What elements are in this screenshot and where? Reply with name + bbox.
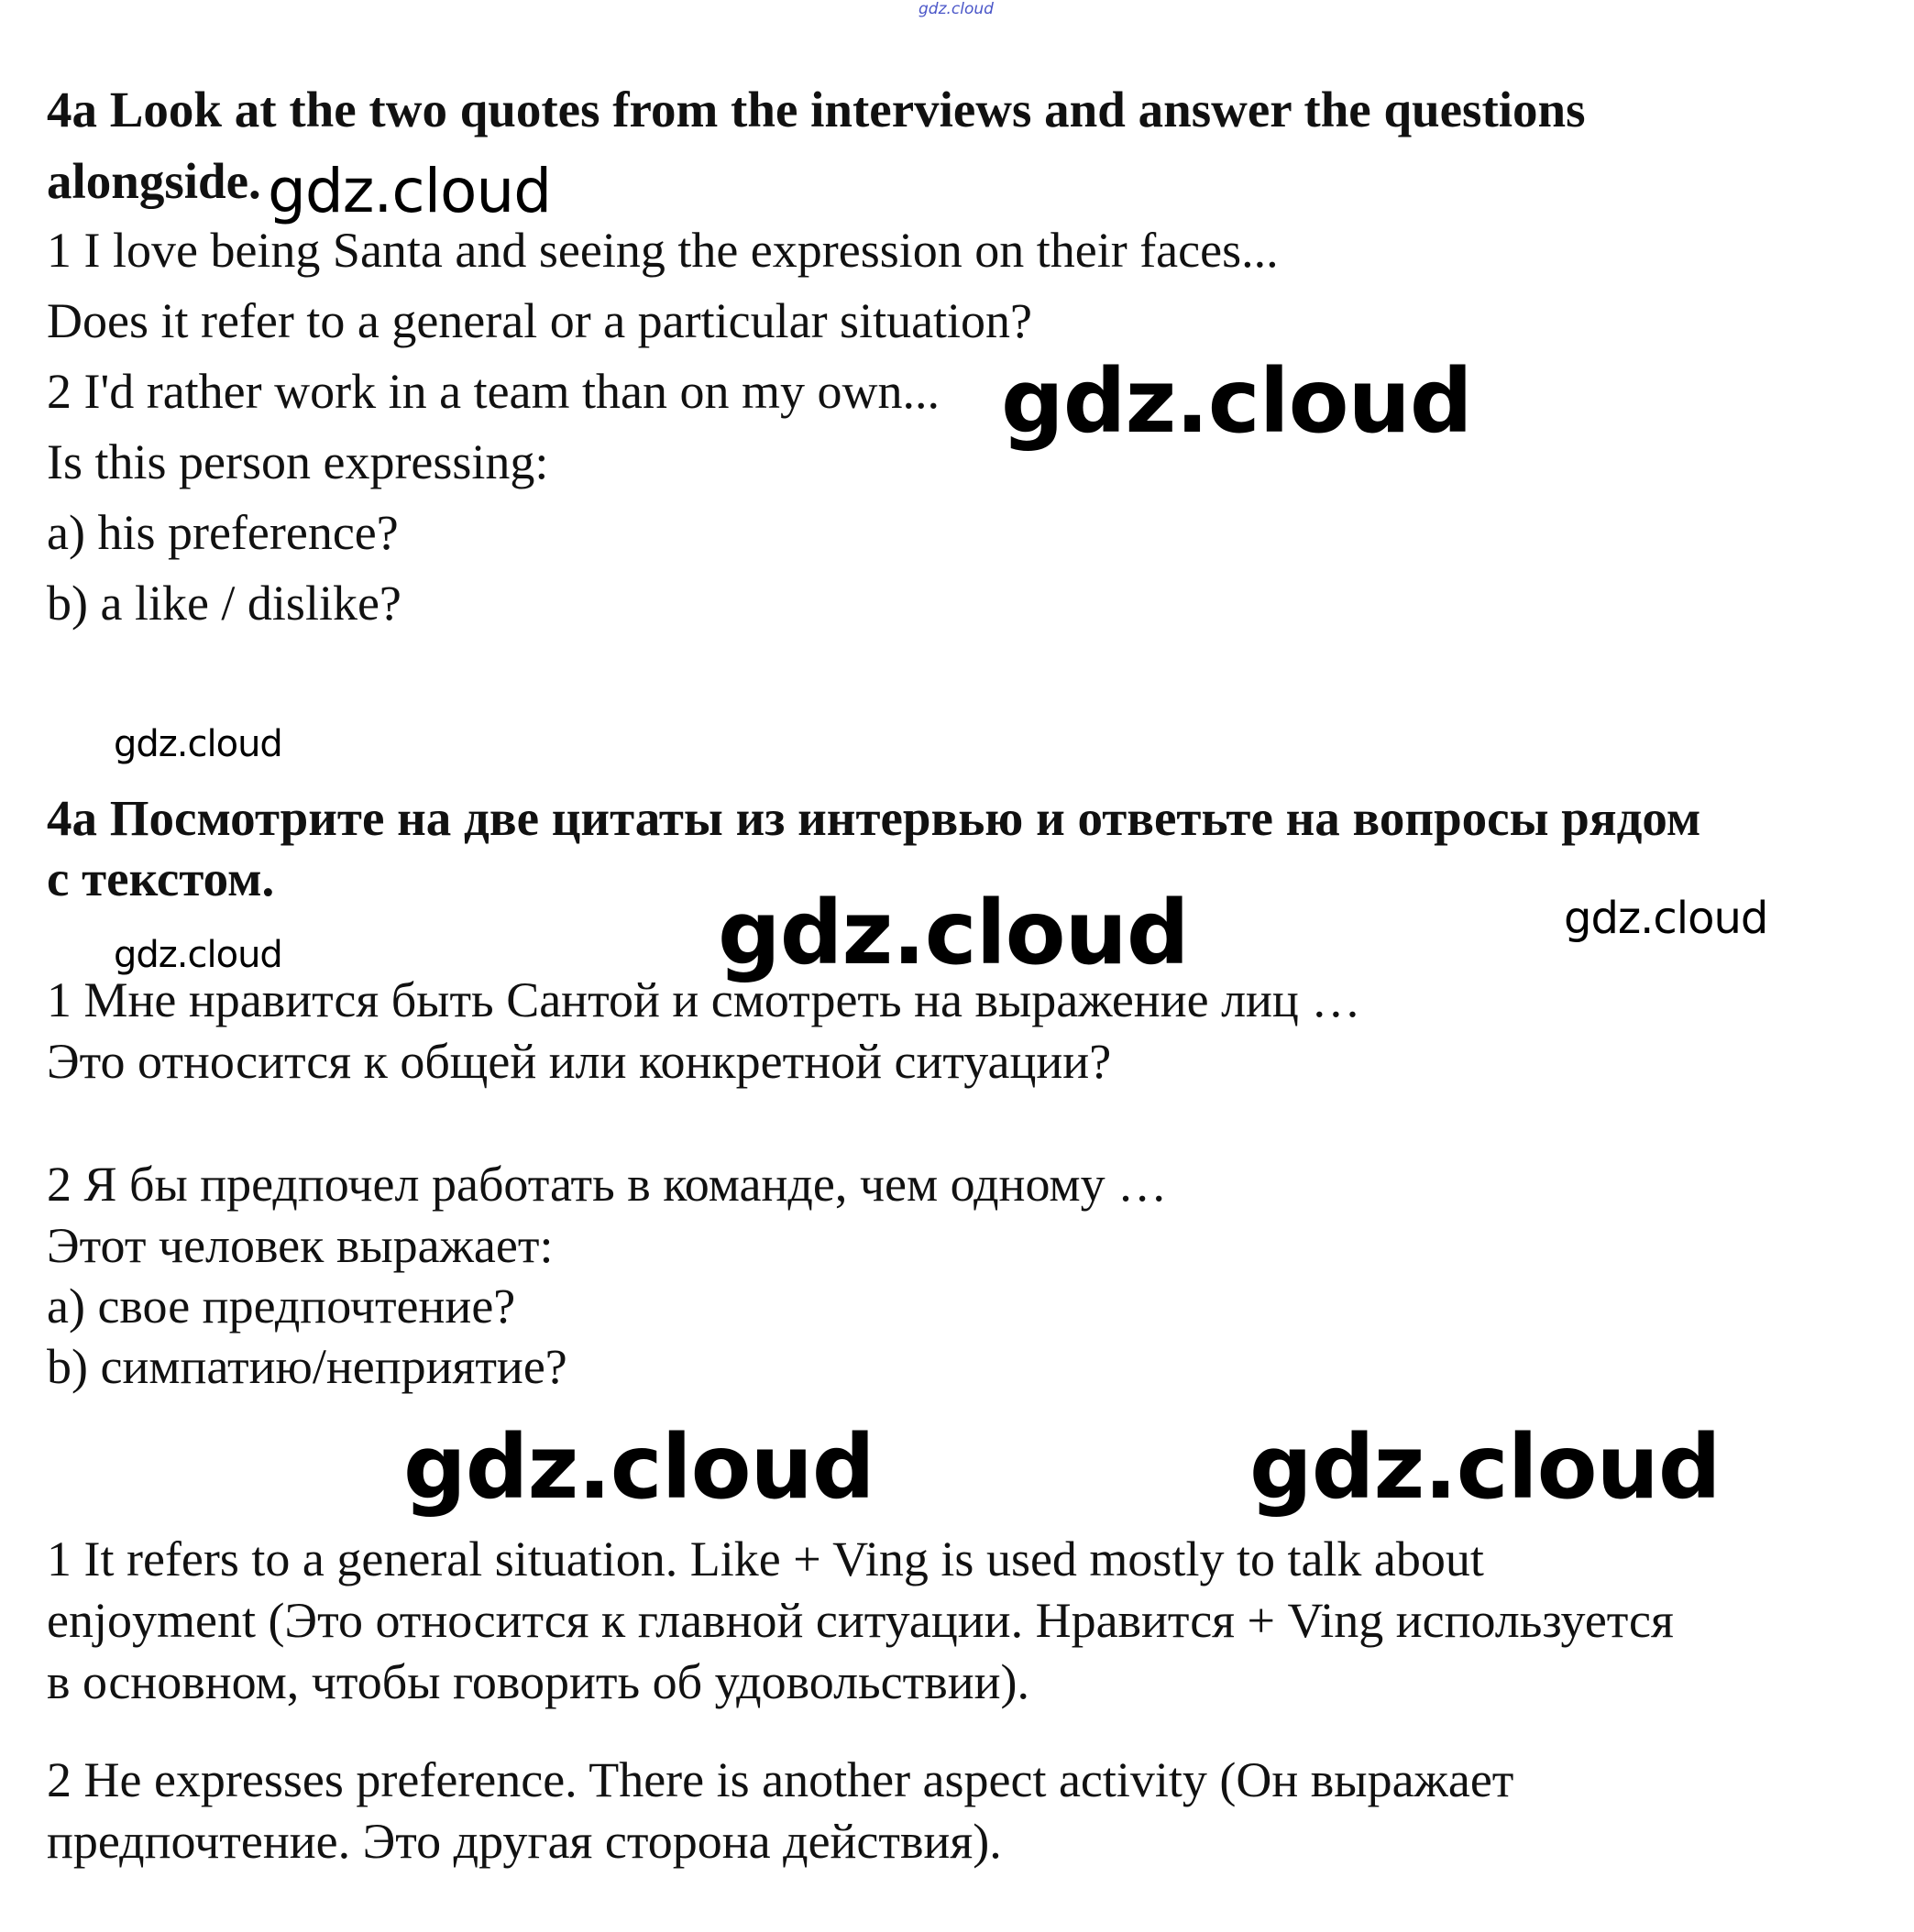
russian-heading-line1: 4a Посмотрите на две цитаты из интервью и ответьте на вопросы рядом — [47, 790, 1701, 846]
answer-2-line1: 2 He expresses preference. There is another aspect activity (Он выражает — [47, 1752, 1514, 1807]
english-option-b: b) a like / dislike? — [47, 576, 402, 631]
russian-option-a: a) свое предпочтение? — [47, 1279, 516, 1334]
answer-1-line3: в основном, чтобы говорить об удовольствии). — [47, 1654, 1029, 1709]
watermark-6: gdz.cloud — [114, 934, 282, 976]
answer-1-line2: enjoyment (Это относится к главной ситуации. Нравится + Ving используется — [47, 1593, 1674, 1648]
english-heading-line2: alongside. — [47, 153, 261, 209]
russian-q1-quote: 1 Мне нравится быть Сантой и смотреть на выражение лиц … — [47, 972, 1361, 1027]
watermark-top: gdz.cloud — [918, 0, 994, 18]
russian-option-b: b) симпатию/неприятие? — [47, 1339, 567, 1394]
english-q1-question: Does it refer to a general or a particular situation? — [47, 293, 1033, 348]
watermark-1: gdz.cloud — [268, 156, 552, 226]
watermark-7: gdz.cloud — [403, 1416, 874, 1519]
answer-1-line1: 1 It refers to a general situation. Like + Ving is used mostly to talk about — [47, 1531, 1484, 1586]
watermark-3: gdz.cloud — [114, 723, 282, 765]
watermark-5: gdz.cloud — [1564, 893, 1768, 944]
english-q1-quote: 1 I love being Santa and seeing the expression on their faces... — [47, 223, 1279, 278]
russian-heading-line2: с текстом. — [47, 851, 275, 906]
russian-q1-question: Это относится к общей или конкретной ситуации? — [47, 1034, 1112, 1089]
english-q2-question: Is this person expressing: — [47, 434, 549, 489]
watermark-4: gdz.cloud — [718, 882, 1189, 984]
english-heading-line1: 4a Look at the two quotes from the interviews and answer the questions — [47, 82, 1586, 137]
english-q2-quote: 2 I'd rather work in a team than on my own... — [47, 364, 940, 419]
answer-2-line2: предпочтение. Это другая сторона действия). — [47, 1814, 1002, 1869]
watermark-2: gdz.cloud — [1001, 350, 1472, 453]
russian-q2-question: Этот человек выражает: — [47, 1218, 554, 1273]
russian-q2-quote: 2 Я бы предпочел работать в команде, чем одному … — [47, 1157, 1168, 1212]
watermark-8: gdz.cloud — [1249, 1416, 1721, 1519]
english-option-a: a) his preference? — [47, 505, 399, 560]
